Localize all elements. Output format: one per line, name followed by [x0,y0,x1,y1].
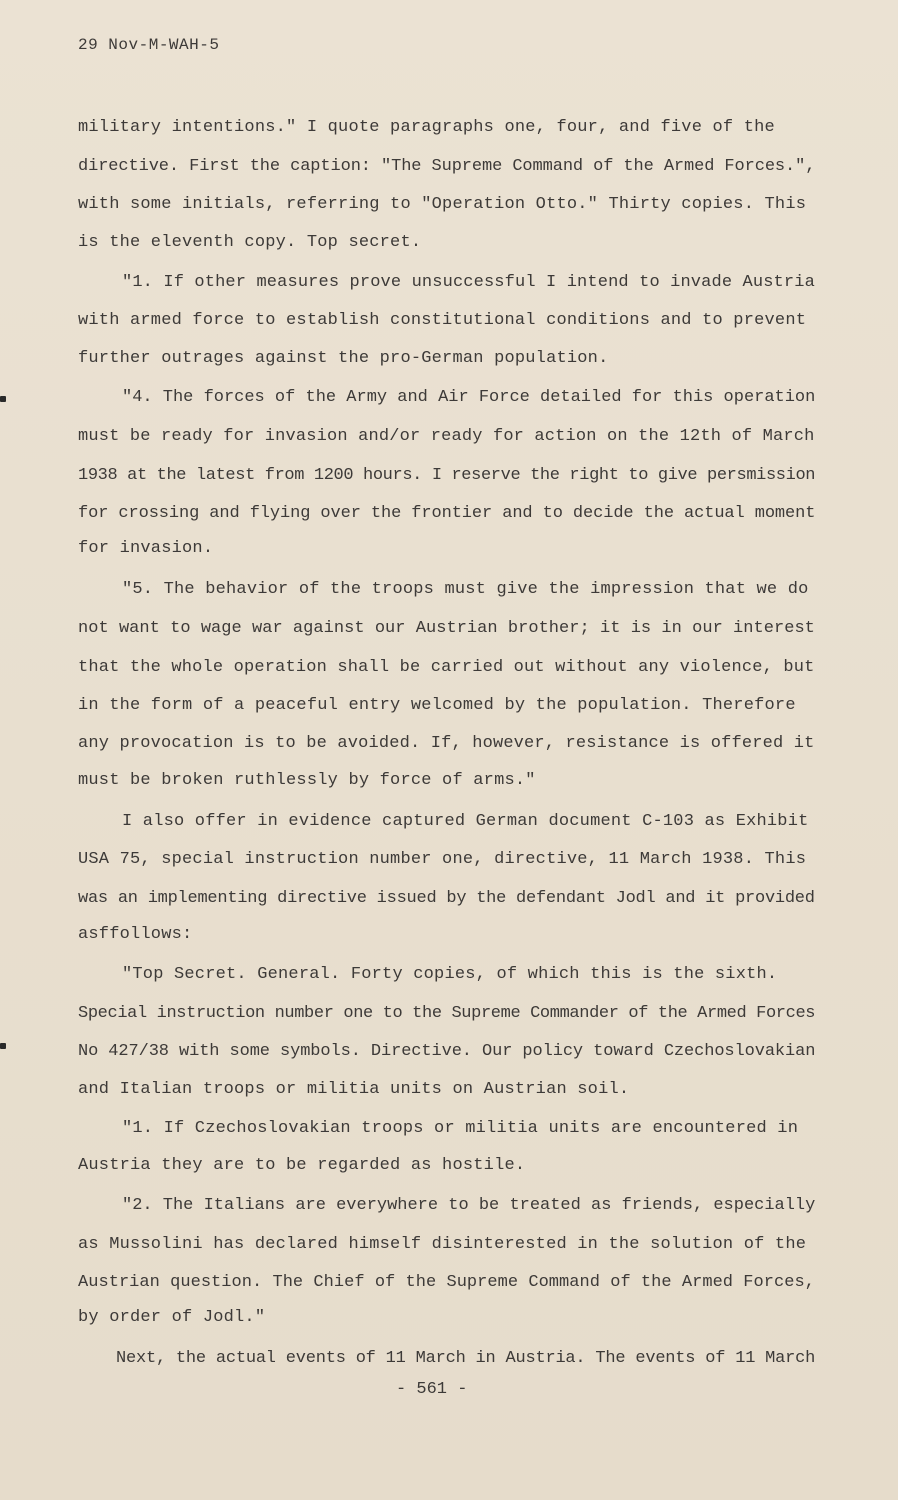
text-line: "4. The forces of the Army and Air Force detailed for this operation [122,388,816,407]
text-line: USA 75, special instruction number one, directive, 11 March 1938. This [78,850,807,869]
text-line: "5. The behavior of the troops must give the impression that we do [122,580,809,599]
text-line: is the eleventh copy. Top secret. [78,233,422,252]
text-line: must be ready for invasion and/or ready for action on the 12th of March [78,427,815,446]
text-line: as Mussolini has declared himself disinterested in the solution of the [78,1235,807,1254]
text-line: and Italian troops or militia units on Austrian soil. [78,1080,630,1099]
text-line: in the form of a peaceful entry welcomed by the population. Therefore [78,696,796,715]
text-line: asffollows: [78,925,193,944]
text-line: I also offer in evidence captured German document C-103 as Exhibit [122,812,809,831]
text-line: with some initials, referring to "Operation Otto." Thirty copies. This [78,195,807,214]
text-line: must be broken ruthlessly by force of arms." [78,771,536,790]
text-line: any provocation is to be avoided. If, however, resistance is offered it [78,734,815,753]
text-line: was an implementing directive issued by the defendant Jodl and it provided [78,889,815,908]
text-line: military intentions." I quote paragraphs one, four, and five of the [78,118,775,137]
text-line: not want to wage war against our Austrian brother; it is in our interest [78,619,815,638]
page-number: - 561 - [396,1380,468,1399]
text-line: "Top Secret. General. Forty copies, of which this is the sixth. [122,965,778,984]
binding-mark [0,396,6,402]
text-line: 1938 at the latest from 1200 hours. I reserve the right to give persmission [78,466,816,485]
text-line: for invasion. [78,539,214,558]
text-line: Special instruction number one to the Supreme Commander of the Armed Forces [78,1004,816,1023]
binding-mark [0,1043,6,1049]
text-line: further outrages against the pro-German population. [78,349,609,368]
text-line: with armed force to establish constitutional conditions and to prevent [78,311,807,330]
text-line: by order of Jodl." [78,1308,266,1327]
text-line: Austria they are to be regarded as hostile. [78,1156,526,1175]
page-header-ref: 29 Nov-M-WAH-5 [78,36,220,54]
text-line: "1. If other measures prove unsuccessful I intend to invade Austria [122,273,815,292]
text-line: directive. First the caption: "The Supreme Command of the Armed Forces.", [78,157,816,176]
text-line: "1. If Czechoslovakian troops or militia units are encountered in [122,1119,799,1138]
text-line: that the whole operation shall be carried out without any violence, but [78,658,815,677]
text-line: for crossing and flying over the frontier and to decide the actual moment [78,504,816,523]
text-line: Next, the actual events of 11 March in Austria. The events of 11 March [116,1349,816,1368]
text-line: Austrian question. The Chief of the Supreme Command of the Armed Forces, [78,1273,815,1292]
text-line: No 427/38 with some symbols. Directive. Our policy toward Czechoslovakian [78,1042,816,1061]
text-line: "2. The Italians are everywhere to be treated as friends, especially [122,1196,816,1215]
